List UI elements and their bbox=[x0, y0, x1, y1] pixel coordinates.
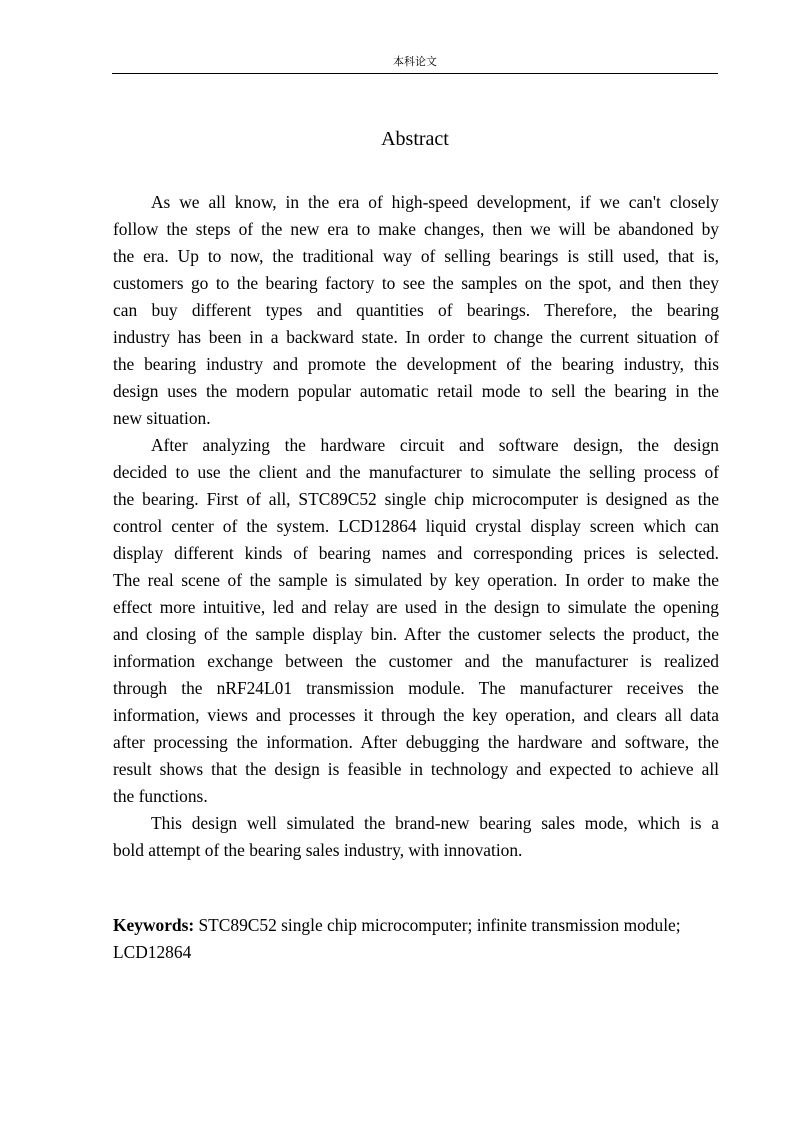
abstract-paragraph-3 bbox=[113, 810, 719, 864]
abstract-paragraph-1 bbox=[113, 189, 719, 432]
paragraph-line: customers go to the bearing factory to see the samples on the spot, and then they bbox=[113, 273, 719, 293]
paragraph-line: After analyzing the hardware circuit and software design, the design bbox=[151, 435, 719, 455]
header-rule bbox=[112, 73, 718, 74]
abstract-paragraph-2 bbox=[113, 432, 719, 810]
paragraph-line: The real scene of the sample is simulated by key operation. In order to make the bbox=[113, 570, 719, 590]
paragraph-line: the bearing industry and promote the development of the bearing industry, this bbox=[113, 354, 719, 374]
abstract-body bbox=[113, 189, 719, 864]
paragraph-line: As we all know, in the era of high-speed development, if we can't closely bbox=[151, 192, 719, 212]
paragraph-line: the bearing. First of all, STC89C52 single chip microcomputer is designed as the bbox=[113, 489, 719, 509]
keywords-block bbox=[113, 912, 725, 966]
keywords-label: Keywords: bbox=[113, 915, 195, 935]
running-header: 本科论文 bbox=[393, 55, 437, 68]
keywords-text: STC89C52 single chip microcomputer; infinite transmission module; bbox=[198, 915, 681, 935]
paragraph-line: follow the steps of the new era to make changes, then we will be abandoned by bbox=[113, 219, 719, 239]
paragraph-line: can buy different types and quantities of bearings. Therefore, the bearing bbox=[113, 300, 719, 320]
paragraph-line: after processing the information. After debugging the hardware and software, the bbox=[113, 732, 719, 752]
paragraph-line: and closing of the sample display bin. After the customer selects the product, the bbox=[113, 624, 719, 644]
paragraph-line: result shows that the design is feasible in technology and expected to achieve all bbox=[113, 759, 719, 779]
paragraph-line: industry has been in a backward state. In order to change the current situation of bbox=[113, 327, 719, 347]
paragraph-line: information exchange between the customer and the manufacturer is realized bbox=[113, 651, 719, 671]
abstract-title: Abstract bbox=[381, 128, 449, 150]
paragraph-line: control center of the system. LCD12864 liquid crystal display screen which can bbox=[113, 516, 719, 536]
keywords-line-1 bbox=[113, 912, 725, 939]
paragraph-line: information, views and processes it through the key operation, and clears all data bbox=[113, 705, 719, 725]
paragraph-line: This design well simulated the brand-new bearing sales mode, which is a bbox=[151, 813, 719, 833]
paragraph-line: decided to use the client and the manufacturer to simulate the selling process of bbox=[113, 462, 719, 482]
paragraph-line: new situation. bbox=[113, 408, 211, 428]
paragraph-line: effect more intuitive, led and relay are used in the design to simulate the opening bbox=[113, 597, 719, 617]
paragraph-line: the era. Up to now, the traditional way of selling bearings is still used, that is, bbox=[113, 246, 719, 266]
paragraph-line: display different kinds of bearing names and corresponding prices is selected. bbox=[113, 543, 719, 563]
paragraph-line: the functions. bbox=[113, 786, 208, 806]
paragraph-line: through the nRF24L01 transmission module. The manufacturer receives the bbox=[113, 678, 719, 698]
paragraph-line: bold attempt of the bearing sales industry, with innovation. bbox=[113, 840, 523, 860]
keywords-line-2: LCD12864 bbox=[113, 942, 192, 962]
paragraph-line: design uses the modern popular automatic retail mode to sell the bearing in the bbox=[113, 381, 719, 401]
